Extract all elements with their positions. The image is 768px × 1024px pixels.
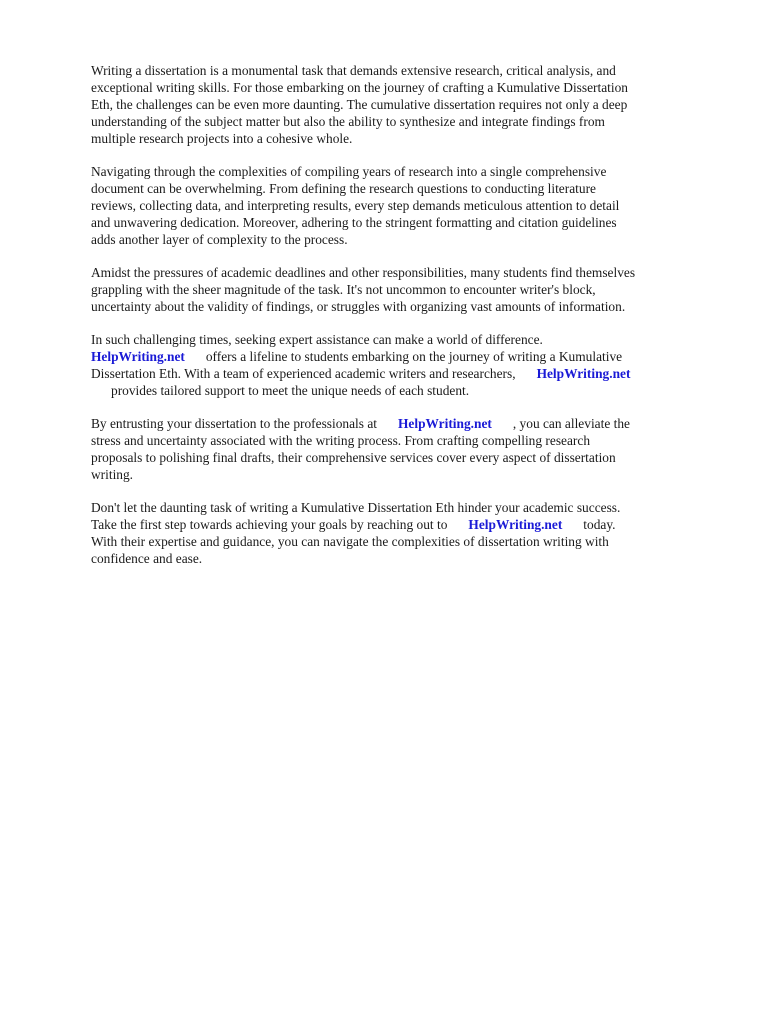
text-line: multiple research projects into a cohesive whole. [91,131,353,146]
text-line: exceptional writing skills. For those embarking on the journey of crafting a Kumulative Dissertation [91,80,628,95]
text-line: Navigating through the complexities of compiling years of research into a single comprehensive [91,164,607,179]
text-line [91,516,731,533]
text-fragment: Dissertation Eth. With a team of experienced academic writers and researchers, [91,366,516,381]
text-line: writing. [91,467,134,482]
text-line: confidence and ease. [91,551,203,566]
text-line: Don't let the daunting task of writing a Kumulative Dissertation Eth hinder your academic success. [91,500,621,515]
text-line: proposals to polishing final drafts, their comprehensive services cover every aspect of dissertation [91,450,616,465]
text-line: reviews, collecting data, and interpreting results, every step demands meticulous attention to detail [91,198,620,213]
text-line: In such challenging times, seeking expert assistance can make a world of difference. [91,332,543,347]
text-line: stress and uncertainty associated with the writing process. From crafting compelling research [91,433,591,448]
helpwriting-link[interactable]: HelpWriting.net [468,517,563,532]
text-fragment: today. [583,517,616,532]
text-line: With their expertise and guidance, you can navigate the complexities of dissertation writing with [91,534,609,549]
text-line: document can be overwhelming. From defining the research questions to conducting literature [91,181,596,196]
paragraph-complexities [91,163,731,248]
text-line: uncertainty about the validity of findings, or struggles with organizing vast amounts of information. [91,299,626,314]
text-line [91,365,731,382]
text-line [91,415,731,432]
text-line: provides tailored support to meet the unique needs of each student. [111,383,470,398]
text-fragment: By entrusting your dissertation to the professionals at [91,416,377,431]
text-line: grappling with the sheer magnitude of the task. It's not uncommon to encounter writer's block, [91,282,596,297]
text-line: and unwavering dedication. Moreover, adhering to the stringent formatting and citation guidelines [91,215,617,230]
text-fragment: Take the first step towards achieving your goals by reaching out to [91,517,448,532]
text-line: Writing a dissertation is a monumental task that demands extensive research, critical analysis, and [91,63,616,78]
helpwriting-link[interactable]: HelpWriting.net [536,366,631,381]
helpwriting-link[interactable]: HelpWriting.net [91,349,185,364]
helpwriting-link[interactable]: HelpWriting.net [398,416,492,431]
text-line [91,348,731,365]
paragraph-entrusting [91,415,731,483]
text-line: Amidst the pressures of academic deadlines and other responsibilities, many students find themselves [91,265,636,280]
text-fragment: , you can alleviate the [512,416,630,431]
text-line: Eth, the challenges can be even more daunting. The cumulative dissertation requires not only a deep [91,97,628,112]
text-line: understanding of the subject matter but also the ability to synthesize and integrate findings from [91,114,605,129]
paragraph-assistance [91,331,731,399]
paragraph-closing [91,499,731,567]
text-line: adds another layer of complexity to the process. [91,232,348,247]
paragraph-intro [91,62,731,147]
text-fragment: offers a lifeline to students embarking on the journey of writing a Kumulative [205,349,623,364]
paragraph-pressures [91,264,731,315]
